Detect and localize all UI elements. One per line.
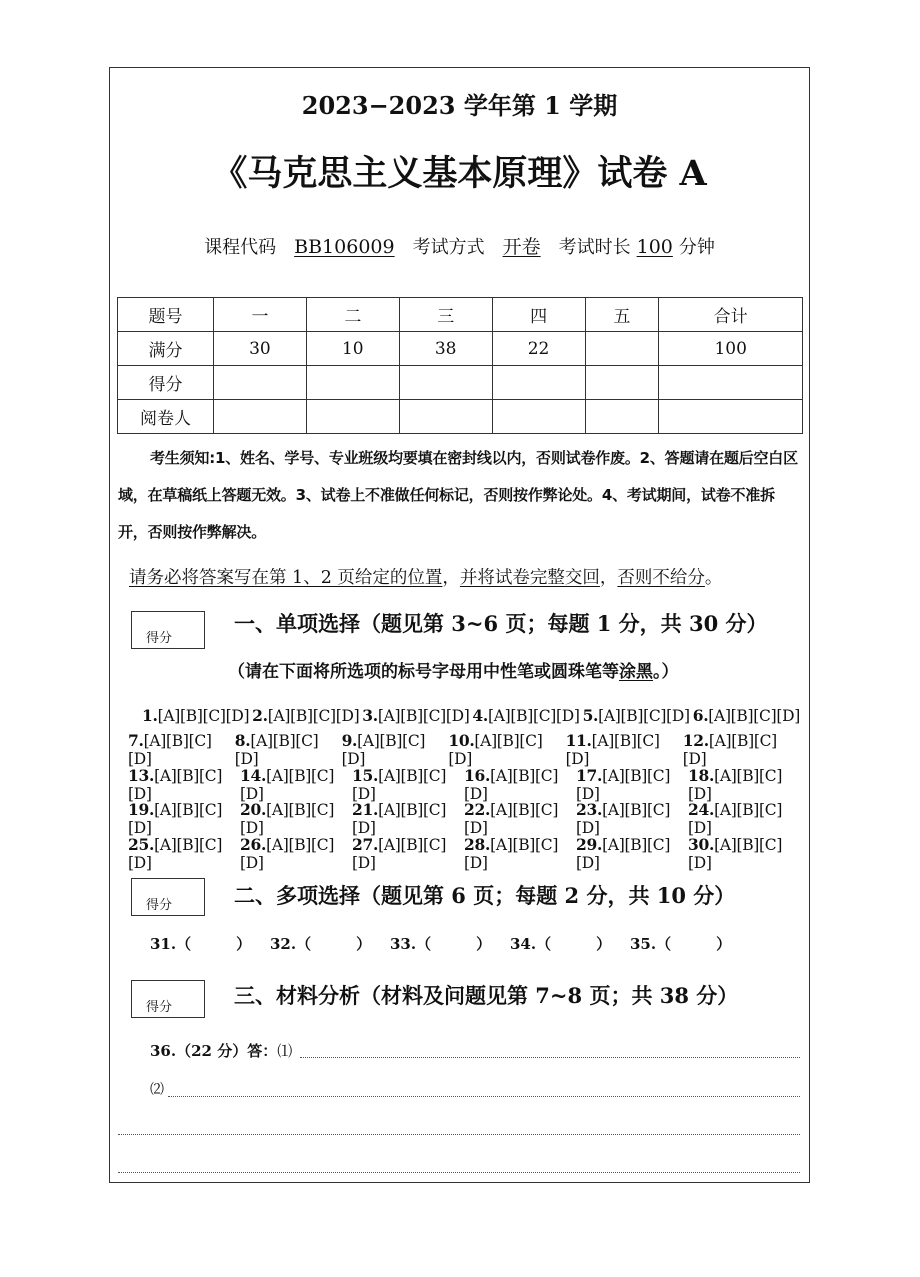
answer-options[interactable]: [A][B][C][D]: [682, 732, 777, 769]
multiple-choice-answers: [150, 933, 750, 954]
question-number: 30.: [688, 834, 715, 854]
score-table-reviewer-row: [118, 400, 803, 434]
table-cell: 四: [492, 298, 585, 332]
course-code-value: BB106009: [294, 236, 395, 258]
answer-item-8[interactable]: [235, 731, 342, 768]
answer-options[interactable]: [A][B][C][D]: [240, 801, 335, 838]
answer-item-3[interactable]: [362, 706, 469, 725]
answer-options[interactable]: [A][B][C][D]: [464, 766, 559, 803]
question-number: 16.: [464, 765, 491, 785]
question-number: 1.: [142, 705, 158, 725]
answer-item-27[interactable]: [352, 835, 464, 872]
answer-item-24[interactable]: [688, 800, 800, 837]
answer-item-12[interactable]: [683, 731, 800, 768]
answer-line[interactable]: [168, 1096, 800, 1097]
question-number: 7.: [128, 731, 144, 751]
question-number: 15.: [352, 765, 379, 785]
course-code-label: 课程代码: [204, 237, 277, 258]
answer-row: [128, 836, 800, 871]
question-number: 19.: [128, 800, 155, 820]
score-table-header-row: [118, 298, 803, 332]
question-number: 28.: [464, 834, 491, 854]
hint-text: （请在下面将所选项的标号字母用中性笔或圆珠笔等: [228, 662, 619, 682]
question-number: 27.: [352, 834, 379, 854]
section1-hint: [228, 657, 679, 682]
exam-mode-label: 考试方式: [412, 237, 485, 258]
reminder-part: 否则不给分: [617, 568, 705, 588]
answer-item-9[interactable]: [342, 731, 449, 768]
question-number: 3.: [362, 705, 378, 725]
answer-item-16[interactable]: [464, 766, 576, 803]
exam-duration-unit: 分钟: [678, 237, 715, 258]
answer-options[interactable]: [A][B][C][D]: [240, 766, 335, 803]
table-cell: [585, 332, 659, 366]
table-cell: 一: [214, 298, 307, 332]
table-cell: 阅卷人: [118, 400, 214, 434]
reviewer-input-cell[interactable]: [585, 400, 659, 434]
reminder-sep: 。: [704, 568, 723, 588]
answer-options[interactable]: [A][B][C][D]: [352, 835, 447, 872]
question-number: 23.: [576, 800, 603, 820]
answer-options[interactable]: [A][B][C][D]: [234, 732, 319, 769]
hint-underlined: 涂黑: [619, 662, 653, 682]
reminder-sep: ，: [442, 568, 460, 588]
reminder-part: 请务必将答案写在第 1、2 页给定的位置: [129, 568, 443, 588]
section2-title: 二、多项选择（题见第 6 页；每题 2 分，共 10 分）: [234, 883, 736, 908]
single-choice-answer-grid: [128, 698, 800, 871]
section3-title: 三、材料分析（材料及问题见第 7~8 页；共 38 分）: [234, 983, 739, 1008]
table-cell: 满分: [118, 332, 214, 366]
answer-row: [128, 767, 800, 802]
answer-options[interactable]: [A][B][C][D]: [576, 766, 671, 803]
table-cell: 38: [399, 332, 492, 366]
answer-options[interactable]: [A][B][C][D]: [576, 835, 671, 872]
answer-item-23[interactable]: [576, 800, 688, 837]
answer-item-2[interactable]: [252, 706, 359, 725]
table-cell: 得分: [118, 366, 214, 400]
table-cell: 30: [214, 332, 307, 366]
answer-item-13[interactable]: [128, 766, 240, 803]
answer-item-7[interactable]: [128, 731, 235, 768]
question-number: 11.: [565, 731, 592, 751]
answer-options[interactable]: [A][B][C][D]: [128, 732, 212, 769]
section3-score-box[interactable]: [131, 980, 205, 1018]
question-number: 29.: [576, 834, 603, 854]
reminder-sep: ，: [599, 568, 618, 588]
multi-answer-slot[interactable]: 32.（ ）: [270, 935, 372, 953]
answer-item-17[interactable]: [576, 766, 688, 803]
table-cell: 五: [585, 298, 659, 332]
answer-options[interactable]: [A][B][C][D]: [128, 835, 223, 872]
reviewer-input-cell[interactable]: [306, 400, 399, 434]
answer-item-4[interactable]: [472, 706, 579, 725]
answer-options[interactable]: [A][B][C][D]: [240, 835, 335, 872]
answer-item-21[interactable]: [352, 800, 464, 837]
question-number: 6.: [692, 705, 709, 725]
answer-item-29[interactable]: [576, 835, 688, 872]
answer-options[interactable]: [A][B][C][D]: [352, 801, 447, 838]
reminder-part: 并将试卷完整交回: [459, 568, 600, 588]
answer-line[interactable]: [118, 1172, 800, 1173]
answer-item-30[interactable]: [688, 835, 800, 872]
answer-item-14[interactable]: [240, 766, 352, 803]
answer-item-25[interactable]: [128, 835, 240, 872]
score-box-label: 得分: [146, 631, 173, 646]
answer-options[interactable]: [A][B][C][D]: [448, 732, 543, 769]
score-box-label: 得分: [146, 1000, 173, 1015]
answer-options[interactable]: [A][B][C][D]: [598, 706, 690, 725]
score-table-obtained-row: [118, 366, 803, 400]
answer-options[interactable]: [A][B][C][D]: [576, 801, 671, 838]
answer-item-18[interactable]: [688, 766, 800, 803]
answer-item-10[interactable]: [448, 731, 565, 768]
answer-item-28[interactable]: [464, 835, 576, 872]
answer-options[interactable]: [A][B][C][D]: [157, 706, 250, 725]
reviewer-input-cell[interactable]: [214, 400, 307, 434]
answer-row: [128, 698, 800, 733]
answer-options[interactable]: [A][B][C][D]: [708, 706, 800, 725]
score-input-cell[interactable]: [492, 366, 585, 400]
question-number: 5.: [582, 705, 599, 725]
section1-score-box[interactable]: [131, 611, 205, 649]
question-number: 9.: [341, 731, 358, 751]
answer-item-15[interactable]: [352, 766, 464, 803]
answer-options[interactable]: [A][B][C][D]: [464, 801, 559, 838]
exam-frame: [109, 67, 810, 1183]
score-table: [117, 297, 803, 434]
score-box-label: 得分: [146, 898, 173, 913]
answer-row: [128, 802, 800, 837]
question-number: 26.: [240, 834, 267, 854]
answer-options[interactable]: [A][B][C][D]: [267, 706, 360, 725]
question-number: 2.: [252, 705, 268, 725]
reviewer-input-cell[interactable]: [492, 400, 585, 434]
exam-mode-value: 开卷: [502, 236, 541, 258]
answer-options[interactable]: [A][B][C][D]: [565, 732, 660, 769]
exam-duration-label: 考试时长: [558, 237, 631, 258]
answer-item-1[interactable]: [142, 706, 249, 725]
answer-reminder: [129, 564, 722, 589]
course-info: [110, 232, 809, 259]
question-number: 21.: [352, 800, 379, 820]
multi-answer-slot[interactable]: 35.（ ）: [630, 935, 732, 953]
table-cell: 二: [306, 298, 399, 332]
answer-options[interactable]: [A][B][C][D]: [488, 706, 580, 725]
answer-item-20[interactable]: [240, 800, 352, 837]
score-input-cell[interactable]: [659, 366, 803, 400]
score-input-cell[interactable]: [306, 366, 399, 400]
answer-options[interactable]: [A][B][C][D]: [464, 835, 559, 872]
answer-row: [128, 733, 800, 768]
answer-item-6[interactable]: [693, 706, 800, 725]
question-number: 25.: [128, 834, 155, 854]
exam-notice: 考生须知:1、姓名、学号、专业班级均要填在密封线以内，否则试卷作废。2、答题请在题后空白区域，在草稿纸上答题无效。3、试卷上不准做任何标记，否则按作弊论处。4、考试期间，试卷不准拆开，否则按作弊解决。: [118, 449, 798, 541]
answer-item-11[interactable]: [566, 731, 683, 768]
question-number: 22.: [464, 800, 491, 820]
exam-title: 《马克思主义基本原理》试卷 A: [212, 153, 707, 194]
exam-duration-value: 100: [636, 236, 673, 258]
answer-item-26[interactable]: [240, 835, 352, 872]
answer-line[interactable]: [300, 1057, 800, 1058]
answer-options[interactable]: [A][B][C][D]: [688, 835, 783, 872]
multi-answer-slot[interactable]: 33.（ ）: [390, 935, 492, 953]
table-cell: 题号: [118, 298, 214, 332]
table-cell: 10: [306, 332, 399, 366]
q36-label-text: 36.（22 分）答：: [150, 1042, 278, 1060]
score-input-cell[interactable]: [214, 366, 307, 400]
question-number: 20.: [240, 800, 267, 820]
section2-score-box[interactable]: [131, 878, 205, 916]
question-36-label: [150, 1040, 292, 1061]
answer-options[interactable]: [A][B][C][D]: [128, 801, 223, 838]
answer-item-22[interactable]: [464, 800, 576, 837]
question-36-part2: ⑵: [150, 1082, 164, 1098]
term-heading: 2023−2023 学年第 1 学期: [301, 91, 618, 120]
question-number: 24.: [688, 800, 715, 820]
question-number: 17.: [576, 765, 603, 785]
answer-item-5[interactable]: [583, 706, 690, 725]
question-number: 12.: [682, 731, 709, 751]
question-number: 4.: [472, 705, 489, 725]
reviewer-input-cell[interactable]: [659, 400, 803, 434]
answer-item-19[interactable]: [128, 800, 240, 837]
answer-line[interactable]: [118, 1134, 800, 1135]
table-cell: 三: [399, 298, 492, 332]
table-cell: 100: [659, 332, 803, 366]
question-number: 10.: [448, 731, 475, 751]
answer-options[interactable]: [A][B][C][D]: [377, 706, 470, 725]
hint-text: 。）: [653, 662, 679, 682]
reviewer-input-cell[interactable]: [399, 400, 492, 434]
question-number: 14.: [240, 765, 267, 785]
table-cell: 22: [492, 332, 585, 366]
answer-options[interactable]: [A][B][C][D]: [341, 732, 426, 769]
answer-options[interactable]: [A][B][C][D]: [688, 801, 783, 838]
question-number: 8.: [234, 731, 251, 751]
answer-options[interactable]: [A][B][C][D]: [688, 766, 783, 803]
multi-answer-slot[interactable]: 34.（ ）: [510, 935, 612, 953]
question-number: 18.: [688, 765, 715, 785]
answer-options[interactable]: [A][B][C][D]: [352, 766, 447, 803]
score-input-cell[interactable]: [585, 366, 659, 400]
score-input-cell[interactable]: [399, 366, 492, 400]
section1-title: 一、单项选择（题见第 3~6 页；每题 1 分，共 30 分）: [234, 611, 768, 636]
multi-answer-slot[interactable]: 31.（ ）: [150, 935, 252, 953]
q36-part1: ⑴: [277, 1042, 293, 1060]
answer-options[interactable]: [A][B][C][D]: [128, 766, 223, 803]
table-cell: 合计: [659, 298, 803, 332]
score-table-full-marks-row: [118, 332, 803, 366]
question-number: 13.: [128, 765, 155, 785]
